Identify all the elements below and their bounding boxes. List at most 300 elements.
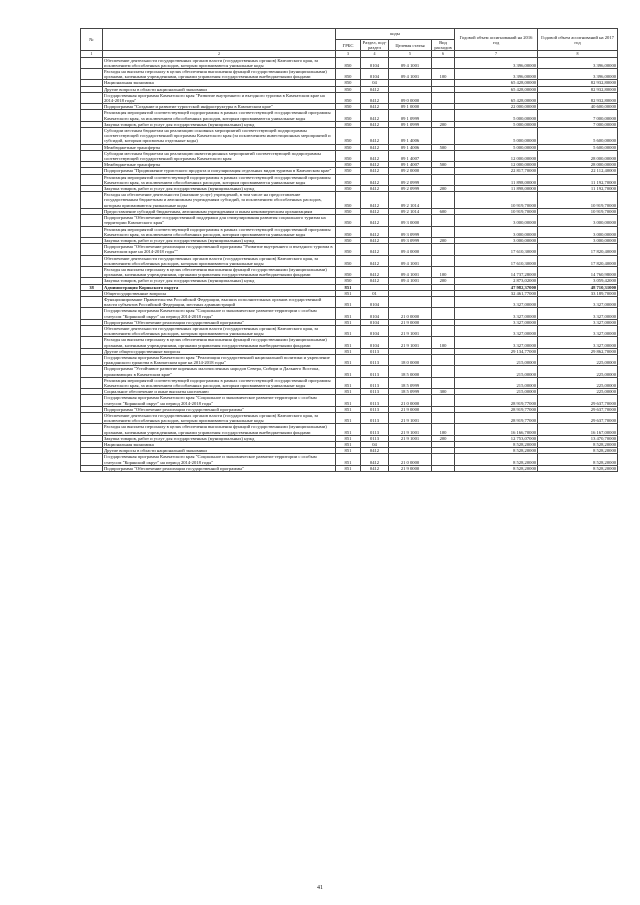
row-amount-2016: 17 610,30000 bbox=[455, 244, 538, 255]
row-target-article: 09 0 0000 bbox=[389, 92, 432, 103]
row-amount-2016: 2 873,02000 bbox=[455, 278, 538, 284]
row-grbs: 851 bbox=[336, 354, 361, 365]
row-grbs: 850 bbox=[336, 150, 361, 161]
row-number bbox=[81, 110, 103, 121]
table-row bbox=[81, 110, 618, 121]
table-row bbox=[81, 128, 618, 145]
row-amount-2016: 215,00000 bbox=[455, 377, 538, 388]
row-amount-2017: 82 932,80000 bbox=[538, 80, 618, 86]
col-index: 3 bbox=[336, 51, 361, 57]
table-row bbox=[81, 337, 618, 348]
row-expense-kind bbox=[432, 354, 455, 365]
header-section: Раздел, под-раздел bbox=[361, 40, 389, 51]
row-name: Другие вопросы в области национальной экономики bbox=[103, 448, 336, 454]
row-target-article: 21 9 1001 bbox=[389, 325, 432, 336]
header-num: № bbox=[81, 29, 103, 51]
header-row bbox=[81, 29, 618, 40]
row-amount-2016: 47 982,37000 bbox=[455, 284, 538, 290]
row-name: Национальная экономика bbox=[103, 80, 336, 86]
row-amount-2016: 215,00000 bbox=[455, 366, 538, 377]
row-section: 0412 bbox=[361, 174, 389, 185]
row-expense-kind: 600 bbox=[432, 208, 455, 214]
row-amount-2017: 11 192,70000 bbox=[538, 186, 618, 192]
row-target-article: 18 5 0000 bbox=[389, 366, 432, 377]
row-amount-2017: 3 000,00000 bbox=[538, 237, 618, 243]
row-amount-2017: 48 710,31000 bbox=[538, 284, 618, 290]
row-grbs: 851 bbox=[336, 465, 361, 471]
row-number bbox=[81, 255, 103, 266]
row-name: Подпрограмма "Обеспечение реализации государственной программы" bbox=[103, 406, 336, 412]
row-grbs: 850 bbox=[336, 215, 361, 226]
row-amount-2016: 12 000,00000 bbox=[455, 150, 538, 161]
row-amount-2017: 29 637,70000 bbox=[538, 413, 618, 424]
row-number bbox=[81, 424, 103, 435]
row-expense-kind: 500 bbox=[432, 162, 455, 168]
row-expense-kind bbox=[432, 128, 455, 145]
row-name: Обеспечение деятельности государственных органов власти (государственных органов) Камчатского края, за исключением обособленных расходов, которым присваиваются уникальные коды bbox=[103, 255, 336, 266]
row-grbs: 851 bbox=[336, 348, 361, 354]
col-index: 1 bbox=[81, 51, 103, 57]
page-number: 41 bbox=[317, 885, 323, 891]
row-section: 0412 bbox=[361, 186, 389, 192]
header-codes: коды bbox=[336, 29, 455, 40]
row-section: 0113 bbox=[361, 348, 389, 354]
row-grbs: 851 bbox=[336, 448, 361, 454]
row-target-article: 18 5 0999 bbox=[389, 377, 432, 388]
row-amount-2017: 3 396,00000 bbox=[538, 69, 618, 80]
row-target-article: 21 9 0000 bbox=[389, 319, 432, 325]
row-expense-kind bbox=[432, 366, 455, 377]
row-target-article: 09 4 1001 bbox=[389, 69, 432, 80]
row-amount-2017: 5 600,00000 bbox=[538, 128, 618, 145]
row-amount-2017: 82 932,80000 bbox=[538, 92, 618, 103]
row-section: 0412 bbox=[361, 144, 389, 150]
col-index: 4 bbox=[361, 51, 389, 57]
row-expense-kind bbox=[432, 255, 455, 266]
row-grbs: 851 bbox=[336, 366, 361, 377]
row-section: 0412 bbox=[361, 465, 389, 471]
row-expense-kind bbox=[432, 325, 455, 336]
row-grbs: 851 bbox=[336, 319, 361, 325]
row-amount-2016: 32 461,77000 bbox=[455, 290, 538, 296]
row-target-article: 09 4 1001 bbox=[389, 278, 432, 284]
row-section: 0113 bbox=[361, 389, 389, 395]
row-grbs: 851 bbox=[336, 308, 361, 319]
row-expense-kind bbox=[432, 226, 455, 237]
row-expense-kind bbox=[432, 150, 455, 161]
row-number bbox=[81, 128, 103, 145]
row-grbs: 851 bbox=[336, 290, 361, 296]
row-number bbox=[81, 454, 103, 465]
row-section: 0412 bbox=[361, 150, 389, 161]
row-number bbox=[81, 150, 103, 161]
row-target-article: 09 2 0999 bbox=[389, 186, 432, 192]
row-number bbox=[81, 354, 103, 365]
row-name: Субсидии местным бюджетам на реализацию основных мероприятий соответствующей подпрограммы соответствующей государственной программы Камчатского края (за исключением инвестиционных мероприятий и субсидий, которым присвоены отдельные коды) bbox=[103, 128, 336, 145]
row-grbs: 850 bbox=[336, 278, 361, 284]
row-expense-kind: 100 bbox=[432, 69, 455, 80]
row-name: Подпрограмма "Продвижение туристского продукта и популяризация отдельных видов туризма в Камчатском крае" bbox=[103, 168, 336, 174]
row-name: Государственная программа Камчатского края "Реализация государственной национальной политики и укрепление гражданского единства в Камчатском крае на 2014-2018 годы" bbox=[103, 354, 336, 365]
row-name: Межбюджетные трансферты bbox=[103, 144, 336, 150]
row-target-article: 21 9 1001 bbox=[389, 435, 432, 441]
row-grbs: 850 bbox=[336, 244, 361, 255]
row-name: Функционирование Правительства Российской Федерации, высших исполнительных органов государственной власти субъектов Российской Федерации, местных администраций bbox=[103, 296, 336, 307]
row-name: Подпрограмма "Обеспечение реализации государственной программы" bbox=[103, 465, 336, 471]
row-number bbox=[81, 296, 103, 307]
row-target-article bbox=[389, 296, 432, 307]
row-section: 0104 bbox=[361, 319, 389, 325]
row-amount-2017: 10 919,70000 bbox=[538, 192, 618, 209]
row-amount-2017: 3 396,00000 bbox=[538, 57, 618, 68]
row-amount-2017: 3 327,00000 bbox=[538, 296, 618, 307]
row-section: 0104 bbox=[361, 57, 389, 68]
row-amount-2016: 3 327,00000 bbox=[455, 325, 538, 336]
table-row bbox=[81, 325, 618, 336]
row-grbs: 851 bbox=[336, 424, 361, 435]
row-expense-kind: 100 bbox=[432, 424, 455, 435]
row-amount-2016: 28 919,77000 bbox=[455, 395, 538, 406]
row-name: Администрация Корякского округа bbox=[103, 284, 336, 290]
row-amount-2017: 28 000,00000 bbox=[538, 150, 618, 161]
row-grbs: 850 bbox=[336, 144, 361, 150]
row-amount-2016: 3 396,00000 bbox=[455, 69, 538, 80]
row-number bbox=[81, 413, 103, 424]
row-section: 0113 bbox=[361, 435, 389, 441]
row-name: Подпрограмма "Обеспечение государственной поддержки для стимулирования развития социального туризма на территории Камчатского края" bbox=[103, 215, 336, 226]
row-name: Подпрограмма "Устойчивое развитие коренных малочисленных народов Севера, Сибири и Дальнего Востока, проживающих в Камчатском крае" bbox=[103, 366, 336, 377]
row-amount-2017: 14 760,98000 bbox=[538, 266, 618, 277]
row-target-article: 09 1 4006 bbox=[389, 144, 432, 150]
row-number: 38 bbox=[81, 284, 103, 290]
header-2017: Годовой объем ассигнований на 2017 год bbox=[538, 29, 618, 51]
row-amount-2017: 28 000,00000 bbox=[538, 162, 618, 168]
row-section: 0113 bbox=[361, 406, 389, 412]
row-amount-2016: 8 528,20000 bbox=[455, 442, 538, 448]
table-row bbox=[81, 92, 618, 103]
row-name: Расходы на выплаты персоналу в целях обеспечения выполнения функций государственными (муниципальными) органами, казенными учреждениями, органами управления государственными внебюджетными фондами bbox=[103, 266, 336, 277]
row-target-article: 09 4 0000 bbox=[389, 244, 432, 255]
row-amount-2017: 225,00000 bbox=[538, 389, 618, 395]
row-grbs: 851 bbox=[336, 435, 361, 441]
row-name: Государственная программа Камчатского края "Социальное и экономическое развитие территории с особым статусом "Корякский округ" на период 2014-2018 годы" bbox=[103, 308, 336, 319]
row-expense-kind: 100 bbox=[432, 337, 455, 348]
row-section: 0412 bbox=[361, 104, 389, 110]
row-amount-2016: 29 134,77000 bbox=[455, 348, 538, 354]
row-grbs: 851 bbox=[336, 296, 361, 307]
row-grbs: 850 bbox=[336, 174, 361, 185]
row-name: Обеспечение деятельности государственных органов власти (государственных органов) Камчатского края, за исключением обособленных расходов, которым присваиваются уникальные коды bbox=[103, 413, 336, 424]
table-body bbox=[81, 57, 618, 471]
row-number bbox=[81, 69, 103, 80]
row-amount-2016: 5 000,00000 bbox=[455, 128, 538, 145]
row-name: Расходы на выплаты персоналу в целях обеспечения выполнения функций государственными (муниципальными) органами, казенными учреждениями, органами управления государственными внебюджетными фондами bbox=[103, 337, 336, 348]
row-target-article: 09 2 1014 bbox=[389, 208, 432, 214]
row-grbs: 850 bbox=[336, 104, 361, 110]
row-grbs: 851 bbox=[336, 454, 361, 465]
row-grbs: 850 bbox=[336, 168, 361, 174]
table-row bbox=[81, 454, 618, 465]
row-amount-2016: 8 528,20000 bbox=[455, 465, 538, 471]
row-amount-2016: 5 000,00000 bbox=[455, 110, 538, 121]
row-target-article: 21 9 1001 bbox=[389, 413, 432, 424]
row-target-article: 21 9 1001 bbox=[389, 337, 432, 348]
row-name: Другие общегосударственные вопросы bbox=[103, 348, 336, 354]
row-target-article: 18 5 0999 bbox=[389, 389, 432, 395]
row-name: Реализация мероприятий соответствующей подпрограммы в рамках соответствующей государственной программы Камчатского края, за исключением обособленных расходов, которым присваиваются уникальные коды bbox=[103, 110, 336, 121]
table-row bbox=[81, 413, 618, 424]
col-index: 5 bbox=[389, 51, 432, 57]
row-expense-kind bbox=[432, 377, 455, 388]
row-amount-2017: 29 637,70000 bbox=[538, 395, 618, 406]
row-amount-2016: 22 000,00000 bbox=[455, 104, 538, 110]
col-index: 2 bbox=[103, 51, 336, 57]
row-amount-2016: 12 753,07000 bbox=[455, 435, 538, 441]
row-target-article: 09 2 0000 bbox=[389, 168, 432, 174]
row-target-article: 09 1 4007 bbox=[389, 150, 432, 161]
col-index: 7 bbox=[455, 51, 538, 57]
row-grbs: 851 bbox=[336, 413, 361, 424]
row-number bbox=[81, 395, 103, 406]
row-target-article: 09 1 0999 bbox=[389, 110, 432, 121]
row-grbs: 850 bbox=[336, 110, 361, 121]
row-number bbox=[81, 174, 103, 185]
row-section: 04 bbox=[361, 80, 389, 86]
row-section: 0412 bbox=[361, 226, 389, 237]
row-section: 0104 bbox=[361, 296, 389, 307]
row-amount-2016: 3 327,00000 bbox=[455, 308, 538, 319]
row-expense-kind: 200 bbox=[432, 278, 455, 284]
row-amount-2017: 29 637,70000 bbox=[538, 406, 618, 412]
row-grbs: 851 bbox=[336, 377, 361, 388]
header-kind: Вид расходов bbox=[432, 40, 455, 51]
row-expense-kind bbox=[432, 413, 455, 424]
row-expense-kind bbox=[432, 395, 455, 406]
row-section: 0412 bbox=[361, 92, 389, 103]
row-amount-2016: 8 528,20000 bbox=[455, 454, 538, 465]
row-name: Другие вопросы в области национальной экономики bbox=[103, 86, 336, 92]
row-section: 0113 bbox=[361, 366, 389, 377]
row-amount-2017: 225,00000 bbox=[538, 366, 618, 377]
row-number bbox=[81, 266, 103, 277]
row-name: Реализация мероприятий соответствующей подпрограммы в рамках соответствующей государственной программы Камчатского края, за исключением обособленных расходов, которым присваиваются уникальные коды bbox=[103, 226, 336, 237]
row-section: 0412 bbox=[361, 244, 389, 255]
row-amount-2016: 22 817,70000 bbox=[455, 168, 538, 174]
row-section: 0412 bbox=[361, 454, 389, 465]
header-target: Целевая статья bbox=[389, 40, 432, 51]
row-name: Расходы на выплаты персоналу в целях обеспечения выполнения функций государственными (муниципальными) органами, казенными учреждениями, органами управления государственными внебюджетными фондами bbox=[103, 69, 336, 80]
row-section: 0412 bbox=[361, 192, 389, 209]
header-grbs: ГРБС bbox=[336, 40, 361, 51]
row-amount-2016: 16 166,70000 bbox=[455, 424, 538, 435]
row-expense-kind: 200 bbox=[432, 435, 455, 441]
row-target-article: 09 4 1001 bbox=[389, 266, 432, 277]
row-target-article: 09 1 0999 bbox=[389, 121, 432, 127]
row-expense-kind bbox=[432, 57, 455, 68]
row-number bbox=[81, 377, 103, 388]
row-section: 04 bbox=[361, 442, 389, 448]
row-number bbox=[81, 192, 103, 209]
row-section: 0104 bbox=[361, 308, 389, 319]
row-amount-2016: 215,00000 bbox=[455, 389, 538, 395]
row-name: Национальная экономика bbox=[103, 442, 336, 448]
row-name: Общегосударственные вопросы bbox=[103, 290, 336, 296]
row-number bbox=[81, 465, 103, 471]
row-amount-2017: 17 820,40000 bbox=[538, 244, 618, 255]
row-grbs: 850 bbox=[336, 57, 361, 68]
row-number bbox=[81, 244, 103, 255]
row-amount-2017: 7 000,00000 bbox=[538, 121, 618, 127]
row-name: Реализация мероприятий соответствующей подпрограммы в рамках соответствующей государственной программы Камчатского края, за исключением обособленных расходов, которым присваиваются уникальные коды bbox=[103, 377, 336, 388]
row-section: 0412 bbox=[361, 237, 389, 243]
row-section: 0412 bbox=[361, 168, 389, 174]
row-amount-2016: 5 000,00000 bbox=[455, 144, 538, 150]
row-grbs: 851 bbox=[336, 325, 361, 336]
row-expense-kind bbox=[432, 244, 455, 255]
row-expense-kind bbox=[432, 174, 455, 185]
col-index: 6 bbox=[432, 51, 455, 57]
row-grbs: 850 bbox=[336, 226, 361, 237]
row-section: 0412 bbox=[361, 215, 389, 226]
row-grbs: 850 bbox=[336, 128, 361, 145]
row-expense-kind bbox=[432, 454, 455, 465]
row-name: Государственная программа Камчатского края "Социальное и экономическое развитие территории с особым статусом "Корякский округ" на период 2014-2018 годы" bbox=[103, 395, 336, 406]
row-amount-2017: 3 327,00000 bbox=[538, 325, 618, 336]
table-row bbox=[81, 377, 618, 388]
row-name: Подпрограмма "Обеспечение реализации государственной программы" bbox=[103, 319, 336, 325]
col-index: 8 bbox=[538, 51, 618, 57]
row-amount-2016: 3 327,00000 bbox=[455, 337, 538, 348]
row-amount-2017: 33 189,70000 bbox=[538, 290, 618, 296]
row-amount-2017: 40 600,00000 bbox=[538, 104, 618, 110]
row-amount-2016: 3 327,00000 bbox=[455, 319, 538, 325]
row-target-article: 09 3 0999 bbox=[389, 237, 432, 243]
table-row bbox=[81, 57, 618, 68]
row-amount-2016: 12 000,00000 bbox=[455, 162, 538, 168]
table-row bbox=[81, 266, 618, 277]
row-name: Закупка товаров, работ и услуг для государственных (муниципальных) нужд bbox=[103, 237, 336, 243]
row-amount-2017: 3 000,00000 bbox=[538, 226, 618, 237]
row-grbs: 851 bbox=[336, 337, 361, 348]
row-grbs: 850 bbox=[336, 237, 361, 243]
row-amount-2017: 8 528,20000 bbox=[538, 465, 618, 471]
row-amount-2016: 3 000,00000 bbox=[455, 237, 538, 243]
row-amount-2016: 3 000,00000 bbox=[455, 226, 538, 237]
row-amount-2017: 3 327,00000 bbox=[538, 337, 618, 348]
row-target-article: 09 3 0999 bbox=[389, 226, 432, 237]
row-grbs: 850 bbox=[336, 162, 361, 168]
row-grbs: 850 bbox=[336, 255, 361, 266]
row-target-article: 09 1 4007 bbox=[389, 162, 432, 168]
row-expense-kind bbox=[432, 215, 455, 226]
row-name: Подпрограмма "Создание и развитие туристской инфраструктуры в Камчатском крае" bbox=[103, 104, 336, 110]
row-amount-2017: 82 932,80000 bbox=[538, 86, 618, 92]
row-section: 0104 bbox=[361, 325, 389, 336]
row-grbs: 850 bbox=[336, 192, 361, 209]
row-amount-2017: 17 820,40000 bbox=[538, 255, 618, 266]
row-amount-2017: 8 528,20000 bbox=[538, 442, 618, 448]
row-name: Расходы на выплаты персоналу в целях обеспечения выполнения функций государственными (муниципальными) органами, казенными учреждениями, органами управления государственными внебюджетными фондами bbox=[103, 424, 336, 435]
row-section: 0113 bbox=[361, 413, 389, 424]
row-target-article: 09 2 1014 bbox=[389, 192, 432, 209]
table-row bbox=[81, 308, 618, 319]
budget-table bbox=[80, 28, 618, 472]
row-amount-2016: 65 428,00000 bbox=[455, 80, 538, 86]
row-amount-2017: 29 862,70000 bbox=[538, 348, 618, 354]
row-section: 0412 bbox=[361, 121, 389, 127]
row-expense-kind bbox=[432, 192, 455, 209]
row-amount-2016: 3 396,00000 bbox=[455, 57, 538, 68]
row-number bbox=[81, 57, 103, 68]
row-target-article: 18 0 0000 bbox=[389, 354, 432, 365]
table-row bbox=[81, 192, 618, 209]
row-name: Субсидии местным бюджетам на реализацию инвестиционных мероприятий соответствующей подпрограммы соответствующей государственной программы Камчатского края bbox=[103, 150, 336, 161]
row-target-article: 09 4 1001 bbox=[389, 57, 432, 68]
row-target-article: 21 9 0000 bbox=[389, 406, 432, 412]
row-expense-kind: 500 bbox=[432, 144, 455, 150]
row-name: Закупка товаров, работ и услуг для государственных (муниципальных) нужд bbox=[103, 278, 336, 284]
row-target-article: 21 0 0000 bbox=[389, 308, 432, 319]
row-number bbox=[81, 308, 103, 319]
row-amount-2017: 225,00000 bbox=[538, 377, 618, 388]
row-amount-2016: 10 919,70000 bbox=[455, 208, 538, 214]
row-number bbox=[81, 325, 103, 336]
row-name: Государственная программа Камчатского края "Развитие внутреннего и въездного туризма в Камчатском крае на 2014-2018 годы" bbox=[103, 92, 336, 103]
row-target-article: 21 9 1001 bbox=[389, 424, 432, 435]
row-target-article: 09 1 4006 bbox=[389, 128, 432, 145]
row-section: 0113 bbox=[361, 395, 389, 406]
row-amount-2017: 8 528,20000 bbox=[538, 454, 618, 465]
row-number bbox=[81, 215, 103, 226]
row-amount-2017: 3 059,42000 bbox=[538, 278, 618, 284]
row-name: Социальное обеспечение и иные выплаты населению bbox=[103, 389, 336, 395]
row-section: 0113 bbox=[361, 377, 389, 388]
row-amount-2017: 3 327,00000 bbox=[538, 308, 618, 319]
row-target-article: 09 4 1001 bbox=[389, 255, 432, 266]
budget-table-sheet bbox=[80, 28, 617, 472]
row-name: Закупка товаров, работ и услуг для государственных (муниципальных) нужд bbox=[103, 121, 336, 127]
row-expense-kind: 100 bbox=[432, 266, 455, 277]
row-amount-2017: 7 000,00000 bbox=[538, 110, 618, 121]
row-name: Расходы на обеспечение деятельности (оказание услуг) учреждений, в том числе на предоставление государственным бюджетным и автономным учреждениям субсидий, за исключением обособленных расходов, которым присваиваются уникальные коды bbox=[103, 192, 336, 209]
row-amount-2016: 28 919,77000 bbox=[455, 413, 538, 424]
table-row bbox=[81, 465, 618, 471]
row-target-article: 09 3 0000 bbox=[389, 215, 432, 226]
row-expense-kind bbox=[432, 110, 455, 121]
row-section: 0113 bbox=[361, 424, 389, 435]
row-amount-2016: 8 528,20000 bbox=[455, 448, 538, 454]
row-grbs: 850 bbox=[336, 186, 361, 192]
row-name: Закупка товаров, работ и услуг для государственных (муниципальных) нужд bbox=[103, 435, 336, 441]
table-row bbox=[81, 296, 618, 307]
row-target-article: 21 0 0000 bbox=[389, 395, 432, 406]
row-amount-2017: 13 470,70000 bbox=[538, 435, 618, 441]
row-number bbox=[81, 226, 103, 237]
row-amount-2017: 3 000,00000 bbox=[538, 215, 618, 226]
row-amount-2016: 3 327,00000 bbox=[455, 296, 538, 307]
row-amount-2016: 3 000,00000 bbox=[455, 215, 538, 226]
row-number bbox=[81, 337, 103, 348]
row-amount-2017: 22 112,40000 bbox=[538, 168, 618, 174]
row-name: Реализация мероприятий соответствующей подпрограммы в рамках соответствующей государственной программы Камчатского края, за исключением обособленных расходов, которым присваиваются уникальные коды bbox=[103, 174, 336, 185]
row-amount-2016: 11 898,00000 bbox=[455, 186, 538, 192]
row-amount-2017: 16 167,00000 bbox=[538, 424, 618, 435]
table-row bbox=[81, 215, 618, 226]
row-target-article: 09 2 0999 bbox=[389, 174, 432, 185]
row-grbs: 850 bbox=[336, 86, 361, 92]
row-expense-kind bbox=[432, 308, 455, 319]
row-name: Межбюджетные трансферты bbox=[103, 162, 336, 168]
